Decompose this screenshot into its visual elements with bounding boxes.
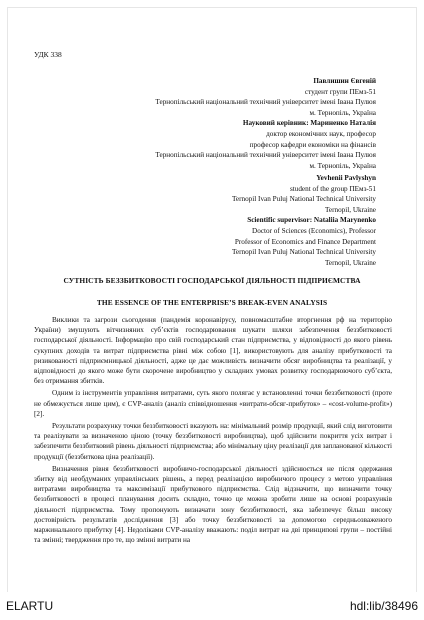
author-block-en — [232, 173, 376, 268]
paragraph-1: Виклики та загрози сьогодення (пандемія коронавірусу, повномасштабне вторгнення рф на територію України) змушують вітчизняних суб’єктів господарювання шукати шляхи забезпечення беззбитковості господарської діяльності. Інформацію про свій господарський стан підприємства, у відповідності до якого рівень сукупних доходів та витрат підприємства рівні між собою [1], використовують для аналізу прибутковості та ризикованості підприємницької діяльності, адже це дає можливість визначити обсяг виробництва та реалізації, у відповідності до якого може бути скорочене виробництво у складних умовах розвитку господарюючого суб’єкта, без отримання збитків. — [34, 316, 392, 386]
author-role-uk: студент групи ПЕмз-51 — [304, 87, 376, 96]
handle-id[interactable]: hdl:lib/38496 — [349, 599, 418, 613]
author-city-uk: м. Тернопіль, Україна — [309, 108, 376, 117]
paragraph-4: Визначення рівня беззбитковості виробничо-господарської діяльності здійснюється не після одержання збитку від необдуманих управлінських рішень, а перед реалізацією виробничого процесу з метою управління витратами виробництва та максимізації прибуткового підприємства. Слід відзначити, що визначити точку беззбитковості в процесі планування досить складно, точно це можна зробити лише на основі розрахунків діяльності підприємства. Тому пропонують визначати зону беззбитковості, яка забезпечує більш високу достовірність результатів дослідження [3] або точку беззбитковості за допомогою середньозваженого маржинального прибутку [4]. Недоліками CVP-аналізу вважають: поділ витрат на дві принципові групи – постійні та змінні; твердження про те, що змінні витрати на — [34, 464, 392, 545]
supervisor-uk: Науковий керівник: Мариненко Наталія — [242, 119, 376, 128]
author-name-uk: Павлишин Євгеній — [313, 77, 376, 85]
paragraph-3: Результати розрахунку точки беззбитковості вказують на: мінімальний розмір продукції, який слід виготовити та реалізувати за визначеною ціною (точку беззбитковості виробництва), щоб здійснити покриття усіх витрат і забезпечити беззбитковий рівень діяльності підприємства; або мінімальну ціну реалізації для запланованої кількості продукції (беззбиткова ціна реалізації). — [34, 422, 392, 461]
paragraph-2: Одним із інструментів управління витратами, суть якого полягає у встановленні точки беззбитковості (проте не обмежується лише цим), є CVP-аналіз (аналіз співвідношення «витрати-обсяг-прибуток» – «cost-volume-profit») [2]. — [34, 389, 392, 418]
repository-name: ELARTU — [6, 599, 54, 613]
supervisor-university-uk: Тернопільський національний технічний університет імені Івана Пулюя — [155, 151, 376, 160]
supervisor-position-en: Professor of Economics and Finance Department — [234, 237, 376, 246]
supervisor-city-uk: м. Тернопіль, Україна — [309, 161, 376, 170]
udc-code: УДК 338 — [34, 50, 62, 59]
author-name-en: Yevhenii Pavlyshyn — [316, 174, 376, 182]
supervisor-en: Scientific supervisor: Nataliia Marynenko — [247, 216, 376, 225]
document-page — [8, 8, 416, 595]
footer-bar — [0, 592, 424, 620]
title-en: THE ESSENCE OF THE ENTERPRISE’S BREAK-EVEN ANALYSIS — [96, 298, 328, 307]
supervisor-degree-en: Doctor of Sciences (Economics), Professor — [252, 226, 376, 235]
author-role-en: student of the group ПЕмз-51 — [289, 184, 376, 193]
author-university-en: Ternopil Ivan Puluj National Technical University — [232, 195, 376, 204]
supervisor-position-uk: професор кафедри економіки на фінансів — [249, 140, 376, 149]
title-uk: СУТНІСТЬ БЕЗЗБИТКОВОСТІ ГОСПОДАРСЬКОЇ ДІЯЛЬНОСТІ ПІДПРИЄМСТВА — [63, 276, 361, 285]
supervisor-university-en: Ternopil Ivan Puluj National Technical University — [232, 248, 376, 257]
body-text — [34, 315, 392, 547]
supervisor-city-en: Ternopil, Ukraine — [325, 258, 376, 267]
author-block-uk — [155, 76, 376, 171]
supervisor-degree-uk: доктор економічних наук, професор — [266, 129, 376, 138]
author-city-en: Ternopil, Ukraine — [325, 205, 376, 214]
author-university-uk: Тернопільський національний технічний університет імені Івана Пулюя — [155, 98, 376, 107]
